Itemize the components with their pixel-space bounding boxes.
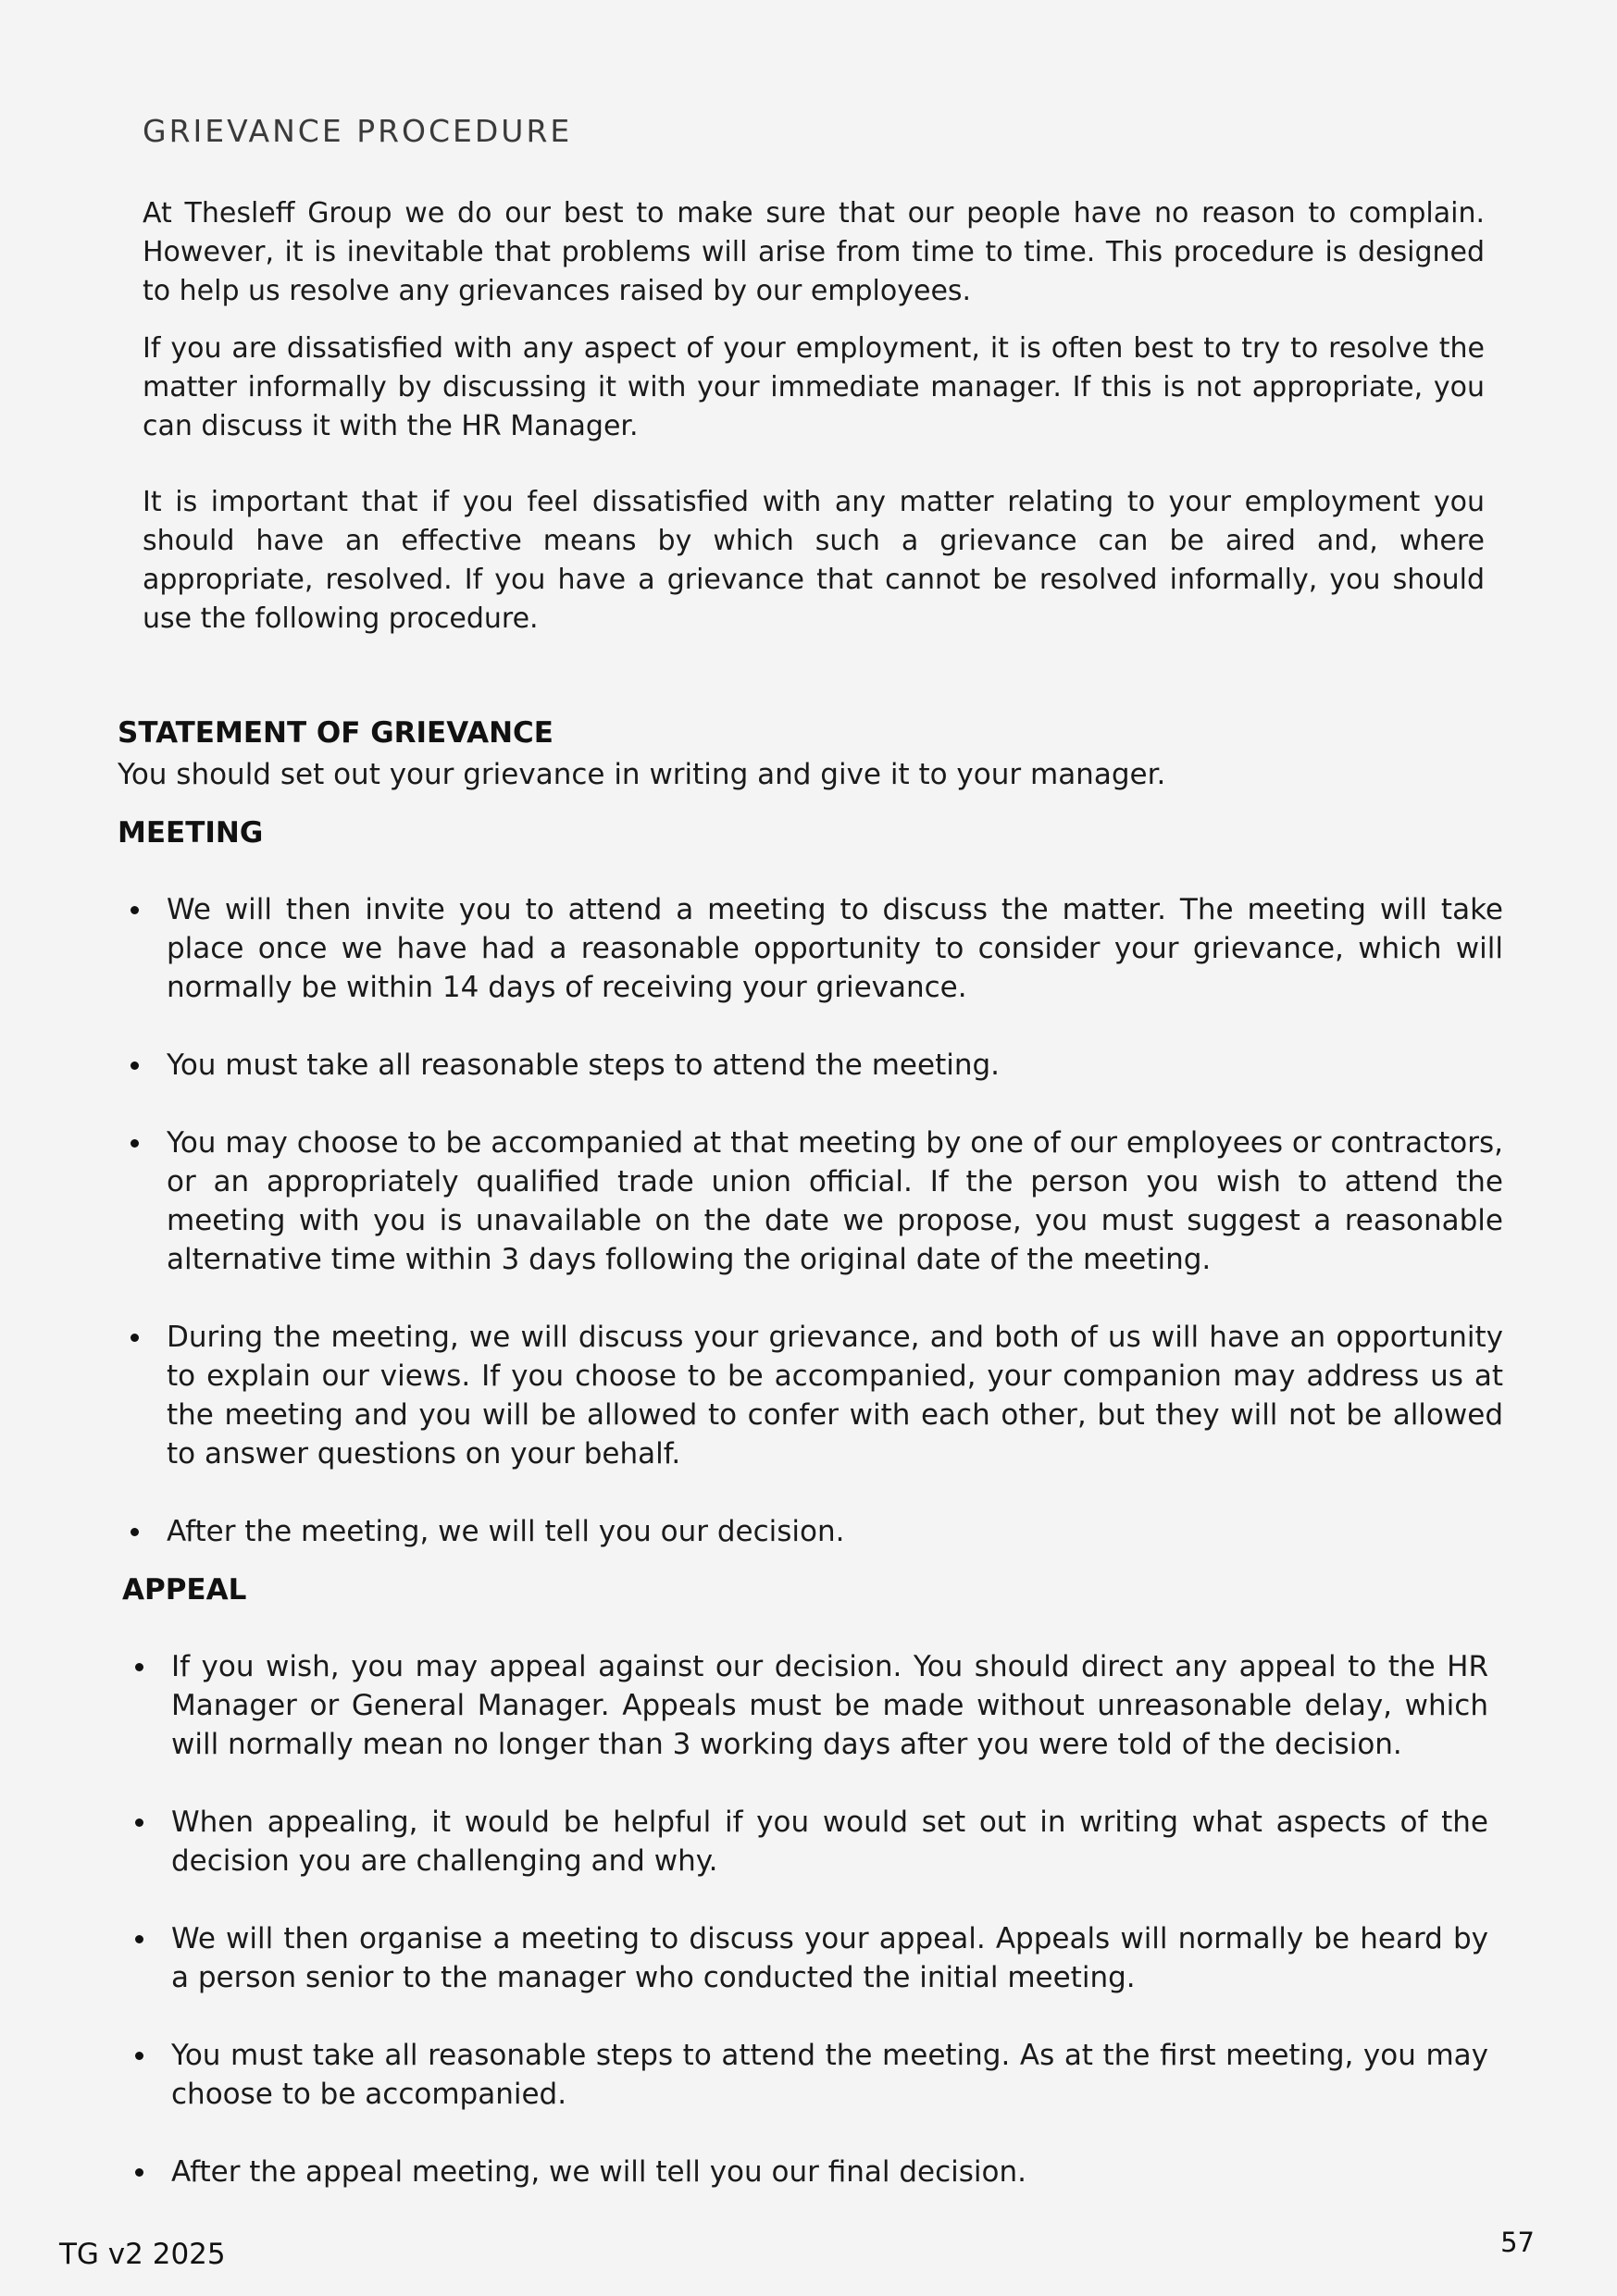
bullet-icon [131,1334,139,1342]
list-item [118,1046,1503,1085]
bullet-icon [135,1663,143,1671]
list-item-text: You must take all reasonable steps to attend the meeting. [167,1049,1001,1082]
appeal-heading: APPEAL [122,1573,247,1607]
list-item-text: During the meeting, we will discuss your grievance, and both of us will have an opportunity to explain our views. If you choose to be accompanied, your companion may address us at the meeting and you will be allowed to confer with each other, but they will not be allowed to answer questions on your behalf. [167,1321,1503,1471]
list-item [118,890,1503,1007]
list-item-text: We will then invite you to attend a meeting to discuss the matter. The meeting will take place once we have had a reasonable opportunity to consider your grievance, which will normally be within 14 days of receiving your grievance. [167,893,1503,1004]
bullet-icon [131,1139,139,1148]
intro-paragraph: At Thesleff Group we do our best to make sure that our people have no reason to complain. However, it is inevitable that problems will arise from time to time. This procedure is designed to help us resolve any grievances raised by our employees. [143,197,1485,307]
list-item [122,1803,1488,1880]
page-number: 57 [1500,2227,1535,2258]
list-item [118,1123,1503,1279]
bullet-icon [131,1061,139,1070]
list-item [122,1919,1488,1997]
bullet-icon [131,906,139,914]
meeting-list [118,890,1503,1590]
list-item [118,1318,1503,1473]
list-item [122,2036,1488,2114]
list-item-text: After the appeal meeting, we will tell you our final decision. [171,2155,1026,2189]
intro-paragraph: If you are dissatisfied with any aspect of your employment, it is often best to try to resolve the matter informally by discussing it with your immediate manager. If this is not appropriate, you can discuss it with the HR Manager. [143,332,1485,442]
bullet-icon [135,1935,143,1943]
intro-paragraph: It is important that if you feel dissatisfied with any matter relating to your employment you should have an effective means by which such a grievance can be aired and, where appropriate, resolved. If you have a grievance that cannot be resolved informally, you should use the following procedure. [143,486,1485,635]
list-item [118,1512,1503,1551]
list-item-text: After the meeting, we will tell you our decision. [167,1515,845,1548]
list-item [122,1647,1488,1764]
footer-version: TG v2 2025 [59,2238,226,2271]
list-item-text: When appealing, it would be helpful if you would set out in writing what aspects of the decision you are challenging and why. [171,1806,1488,1878]
page-title: GRIEVANCE PROCEDURE [143,113,573,149]
list-item-text: You may choose to be accompanied at that meeting by one of our employees or contractors, or an appropriately qualified trade union official. If the person you wish to attend the meeting with you is unavailable on the date we propose, you must suggest a reasonable alternative time within 3 days following the original date of the meeting. [167,1126,1503,1276]
statement-text: You should set out your grievance in writing and give it to your manager. [118,758,1166,791]
list-item [122,2153,1488,2191]
list-item-text: If you wish, you may appeal against our decision. You should direct any appeal to the HR Manager or General Manager. Appeals must be made without unreasonable delay, which will normally mean no longer than 3 working days after you were told of the decision. [171,1650,1488,1761]
list-item-text: You must take all reasonable steps to attend the meeting. As at the first meeting, you may choose to be accompanied. [171,2039,1488,2111]
meeting-heading: MEETING [118,816,264,850]
statement-heading: STATEMENT OF GRIEVANCE [118,716,554,750]
appeal-list [122,1647,1488,2230]
intro-section [143,194,1485,657]
bullet-icon [135,2052,143,2060]
bullet-icon [135,2168,143,2177]
bullet-icon [131,1528,139,1536]
bullet-icon [135,1818,143,1827]
list-item-text: We will then organise a meeting to discuss your appeal. Appeals will normally be heard by a person senior to the manager who conducted the initial meeting. [171,1922,1488,1994]
